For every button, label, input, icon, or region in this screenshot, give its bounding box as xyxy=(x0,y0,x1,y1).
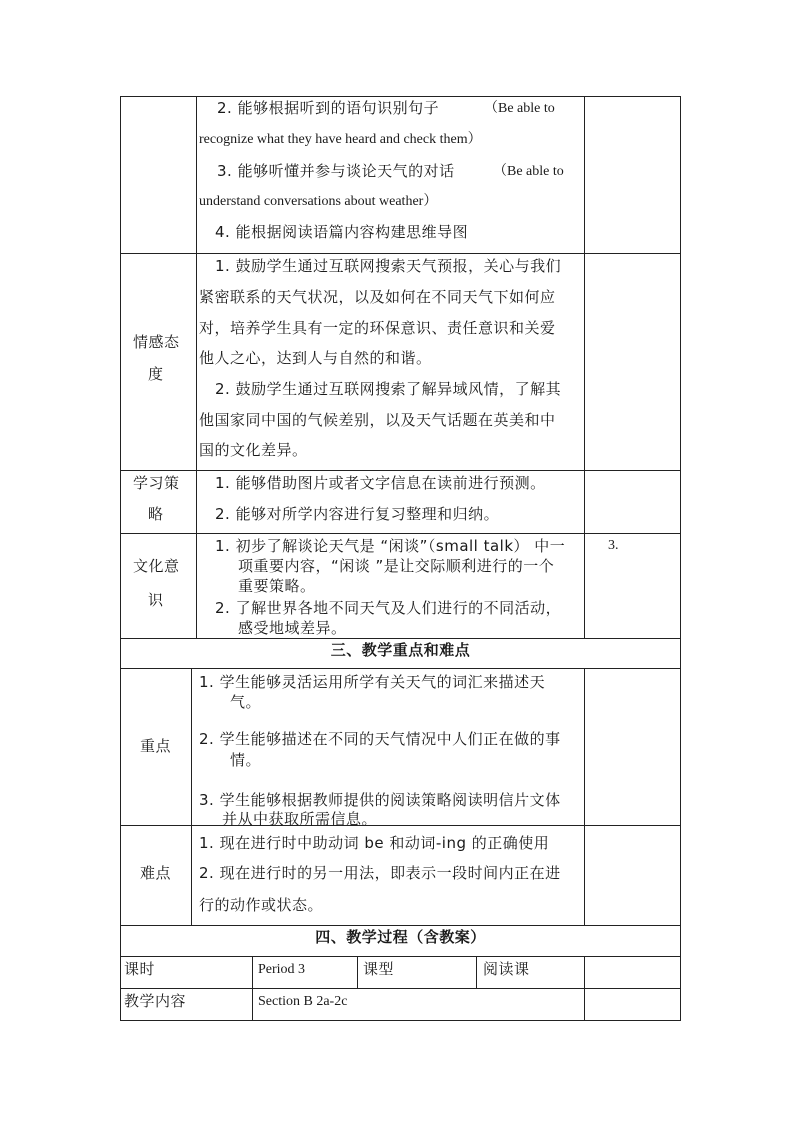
table-rule xyxy=(584,956,585,1020)
culture-item-1c: 重要策略。 xyxy=(238,577,316,595)
table-rule xyxy=(120,956,681,957)
table-rule xyxy=(120,668,681,669)
goal-item-3-en-b: understand conversations about weather） xyxy=(199,194,438,209)
table-rule xyxy=(120,533,681,534)
culture-item-2b: 感受地域差异。 xyxy=(238,619,347,637)
period-label: 课时 xyxy=(124,960,156,978)
table-rule xyxy=(120,1020,681,1021)
emotion-line: 1. 鼓励学生通过互联网搜索天气预报，关心与我们 xyxy=(215,257,562,275)
culture-side-note: 3. xyxy=(608,538,619,553)
table-rule xyxy=(191,668,192,925)
emotion-line: 2. 鼓励学生通过互联网搜索了解异域风情，了解其 xyxy=(215,380,562,398)
emotion-line: 他人之心，达到人与自然的和谐。 xyxy=(199,349,432,367)
table-rule xyxy=(476,956,477,988)
goal-item-4: 4. 能根据阅读语篇内容构建思维导图 xyxy=(215,223,469,241)
table-rule xyxy=(196,96,197,638)
goal-item-3-cn: 3. 能够听懂并参与谈论天气的对话 xyxy=(217,162,455,180)
culture-label-line1: 文化意 xyxy=(133,557,180,575)
key-point-3b: 并从中获取所需信息。 xyxy=(222,810,378,828)
table-rule xyxy=(680,96,681,1021)
strategy-item-1: 1. 能够借助图片或者文字信息在读前进行预测。 xyxy=(215,474,546,492)
content-label: 教学内容 xyxy=(124,992,187,1010)
table-rule xyxy=(120,825,681,826)
emotion-line: 他国家同中国的气候差别，以及天气话题在英美和中 xyxy=(199,411,556,429)
emotion-line: 国的文化差异。 xyxy=(199,441,308,459)
difficulty-1: 1. 现在进行时中助动词 be 和动词-ing 的正确使用 xyxy=(199,834,550,852)
table-rule xyxy=(120,925,681,926)
emotion-line: 对，培养学生具有一定的环保意识、责任意识和关爱 xyxy=(199,319,556,337)
section-3-title: 三、教学重点和难点 xyxy=(330,641,471,659)
difficulty-2a: 2. 现在进行时的另一用法，即表示一段时间内正在进 xyxy=(199,864,561,882)
content-value: Section B 2a-2c xyxy=(258,994,348,1009)
section-4-title: 四、教学过程（含教案） xyxy=(315,928,486,946)
goal-item-3-en-a: （Be able to xyxy=(493,164,564,179)
goal-item-2-cn: 2. 能够根据听到的语句识别句子 xyxy=(217,99,440,117)
goal-item-2-en-a: （Be able to xyxy=(484,101,555,116)
culture-item-2a: 2. 了解世界各地不同天气及人们进行的不同活动， xyxy=(215,599,562,617)
culture-item-1a: 1. 初步了解谈论天气是 “闲谈”（small talk） 中一 xyxy=(215,537,566,555)
lesson-type-label: 课型 xyxy=(363,960,395,978)
difficulties-label: 难点 xyxy=(140,864,172,882)
table-rule xyxy=(120,253,681,254)
culture-label-line2: 识 xyxy=(148,591,164,609)
table-rule xyxy=(120,96,681,97)
key-point-2a: 2. 学生能够描述在不同的天气情况中人们正在做的事 xyxy=(199,730,561,748)
table-rule xyxy=(120,988,681,989)
table-rule xyxy=(120,638,681,639)
strategy-label-line2: 略 xyxy=(148,505,164,523)
period-value: Period 3 xyxy=(258,962,306,977)
key-point-1b: 气。 xyxy=(230,693,262,711)
table-rule xyxy=(357,956,358,988)
table-rule xyxy=(120,470,681,471)
table-rule xyxy=(120,96,121,1021)
goal-item-2-en-b: recognize what they have heard and check them） xyxy=(199,132,482,147)
table-rule xyxy=(584,668,585,925)
key-point-3a: 3. 学生能够根据教师提供的阅读策略阅读明信片文体 xyxy=(199,791,561,809)
key-point-1a: 1. 学生能够灵活运用所学有关天气的词汇来描述天 xyxy=(199,673,546,691)
table-rule xyxy=(252,956,253,1020)
emotion-label-line2: 度 xyxy=(148,365,164,383)
strategy-item-2: 2. 能够对所学内容进行复习整理和归纳。 xyxy=(215,505,500,523)
strategy-label-line1: 学习策 xyxy=(133,474,180,492)
emotion-label-line1: 情感态 xyxy=(133,333,180,351)
emotion-line: 紧密联系的天气状况，以及如何在不同天气下如何应 xyxy=(199,288,556,306)
key-point-2b: 情。 xyxy=(230,751,262,769)
culture-item-1b: 项重要内容，“闲谈 ”是让交际顺利进行的一个 xyxy=(238,557,555,575)
table-rule xyxy=(584,96,585,638)
key-points-label: 重点 xyxy=(140,737,172,755)
difficulty-2b: 行的动作或状态。 xyxy=(199,896,324,914)
lesson-type-value: 阅读课 xyxy=(483,960,530,978)
